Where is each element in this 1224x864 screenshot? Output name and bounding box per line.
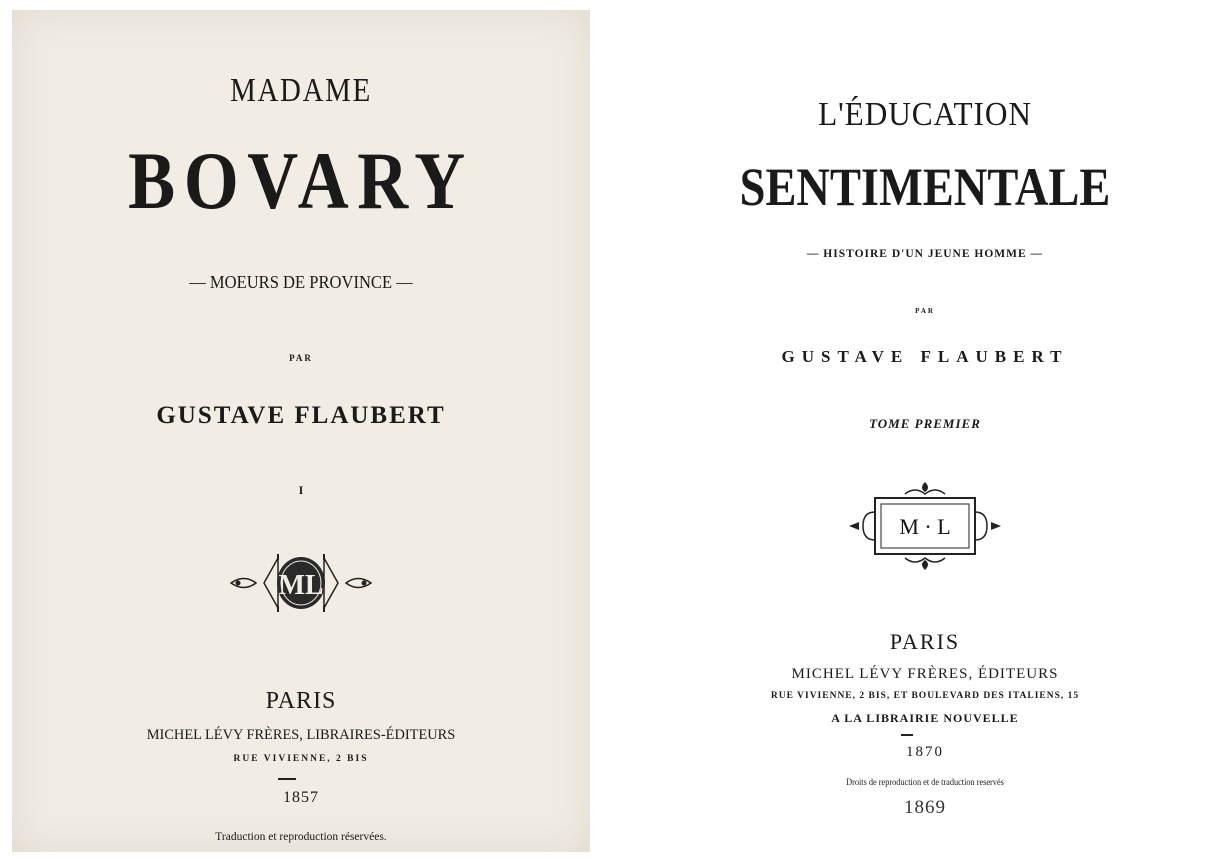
city: PARIS <box>265 688 337 714</box>
title-line-sentimentale: SENTIMENTALE <box>739 157 1111 217</box>
publisher-monogram <box>640 478 1210 579</box>
title-line-education: L'ÉDUCATION <box>818 96 1032 133</box>
ornament-icon <box>226 550 376 616</box>
par-label: PAR <box>289 353 313 363</box>
publication-year: 1870 <box>906 744 944 760</box>
street-address: RUE VIVIENNE, 2 BIS <box>233 754 369 764</box>
publication-year: 1857 <box>283 789 319 806</box>
author-name: GUSTAVE FLAUBERT <box>781 347 1069 366</box>
divider <box>278 778 296 780</box>
city: PARIS <box>889 629 961 654</box>
rights-notice: Traduction et reproduction réservées. <box>215 831 387 843</box>
cartouche-icon <box>845 478 1005 574</box>
volume-number: I <box>298 483 304 497</box>
education-sentimentale-title-page <box>640 40 1210 840</box>
volume-label: TOME PREMIER <box>869 416 981 431</box>
publisher: MICHEL LÉVY FRÈRES, LIBRAIRES-ÉDITEURS <box>146 727 456 743</box>
author-name: GUSTAVE FLAUBERT <box>156 402 446 429</box>
subtitle: — HISTOIRE D'UN JEUNE HOMME — <box>806 248 1044 260</box>
publisher-monogram <box>12 550 590 621</box>
monogram-text: M · L <box>899 514 951 539</box>
title-line-bovary: BOVARY <box>128 135 474 226</box>
publisher: MICHEL LÉVY FRÈRES, ÉDITEURS <box>791 666 1059 682</box>
title-line-madame: MADAME <box>230 72 372 109</box>
subtitle: — MOEURS DE PROVINCE — <box>189 272 413 292</box>
rights-notice: Droits de reproduction et de traduction reservés <box>846 777 1004 787</box>
handwritten-year-stamp: 1869 <box>904 797 946 818</box>
madame-bovary-title-page <box>12 10 590 852</box>
bookshop-line: A LA LIBRAIRIE NOUVELLE <box>831 711 1019 725</box>
divider <box>901 734 913 736</box>
par-label: PAR <box>915 307 935 315</box>
monogram-text: ML <box>278 570 324 601</box>
street-address: RUE VIVIENNE, 2 BIS, ET BOULEVARD DES ITALIENS, 15 <box>770 691 1080 701</box>
